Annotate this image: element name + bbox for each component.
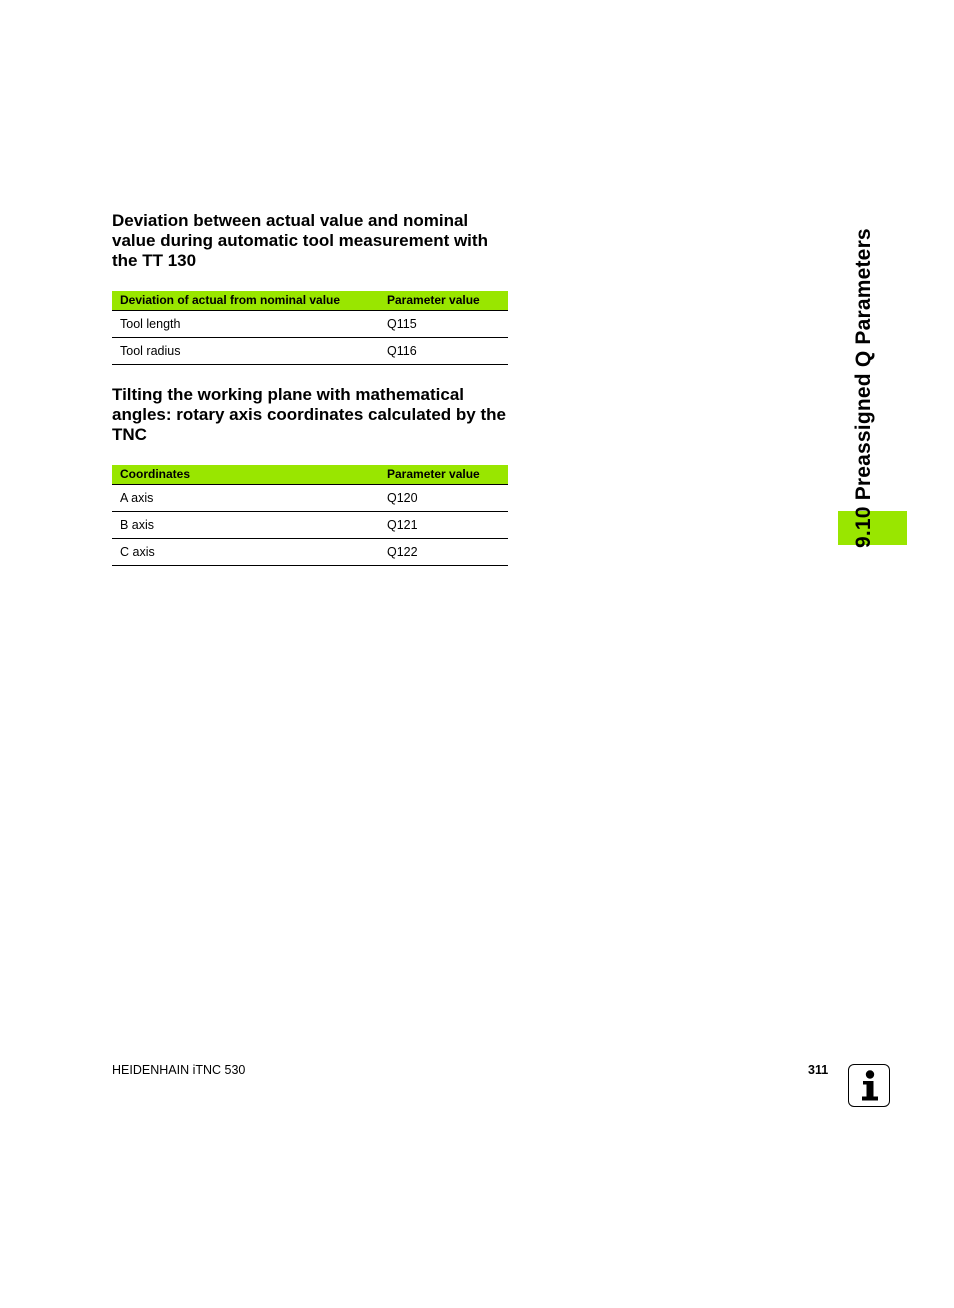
table-cell: A axis xyxy=(112,485,379,512)
page-number: 311 xyxy=(808,1063,829,1077)
column-header: Deviation of actual from nominal value xyxy=(112,291,379,311)
section-tool-measurement xyxy=(112,211,508,365)
table-header-row xyxy=(112,465,508,485)
table-row xyxy=(112,311,508,338)
table-cell: Q115 xyxy=(379,311,508,338)
table-cell: Tool length xyxy=(112,311,379,338)
table-cell: B axis xyxy=(112,512,379,539)
table-row xyxy=(112,512,508,539)
chapter-title: 9.10 Preassigned Q Parameters xyxy=(852,228,875,548)
table-row xyxy=(112,338,508,365)
column-header: Coordinates xyxy=(112,465,379,485)
section-heading: Tilting the working plane with mathematical angles: rotary axis coordinates calculated by the TNC xyxy=(112,385,506,444)
table-header-row xyxy=(112,291,508,311)
table-cell: Q121 xyxy=(379,512,508,539)
info-icon xyxy=(848,1064,890,1107)
parameter-table xyxy=(112,465,508,566)
main-content xyxy=(112,211,508,566)
table-cell: Tool radius xyxy=(112,338,379,365)
table-cell: Q116 xyxy=(379,338,508,365)
column-header: Parameter value xyxy=(379,465,508,485)
column-header: Parameter value xyxy=(379,291,508,311)
parameter-table xyxy=(112,291,508,365)
table-row xyxy=(112,539,508,566)
table-cell: Q122 xyxy=(379,539,508,566)
section-heading: Deviation between actual value and nominal value during automatic tool measurement with the TT 130 xyxy=(112,211,488,270)
table-cell: C axis xyxy=(112,539,379,566)
table-row xyxy=(112,485,508,512)
section-tilting-plane xyxy=(112,385,508,566)
footer-product: HEIDENHAIN iTNC 530 xyxy=(112,1063,246,1077)
table-cell: Q120 xyxy=(379,485,508,512)
